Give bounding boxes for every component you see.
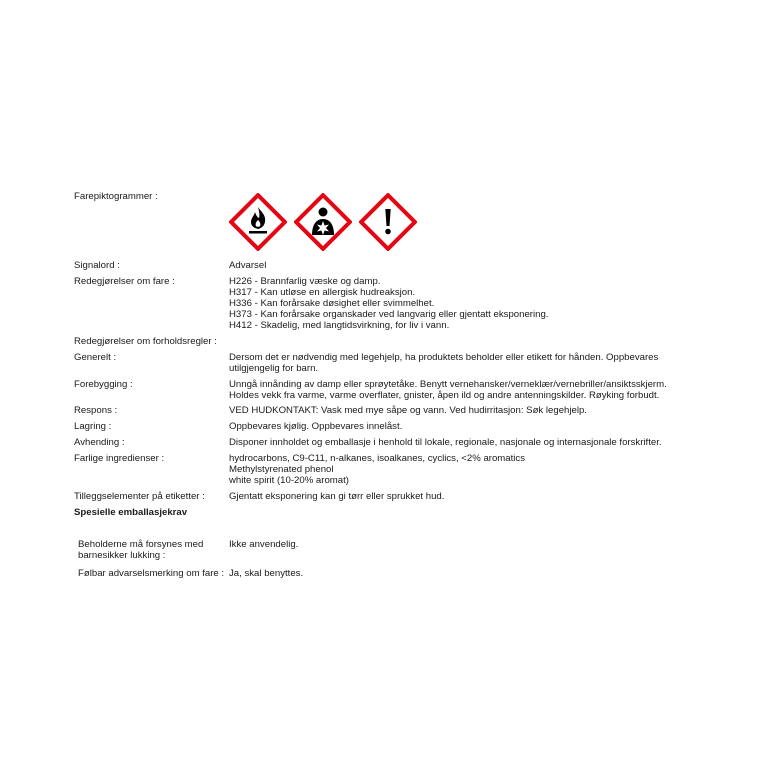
storage-value: Oppbevares kjølig. Oppbevares innelåst. (229, 421, 403, 432)
child-resistant-value: Ikke anvendelig. (229, 539, 299, 550)
prevention-value (229, 379, 667, 401)
general-line: Dersom det er nødvendig med legehjelp, ha produktets beholder eller etikett for hånden. Oppbevares (229, 352, 659, 363)
tactile-warning-label: Følbar advarselsmerking om fare : (78, 568, 225, 579)
hazard-statement: H373 - Kan forårsake organskader ved langvarig eller gjentatt eksponering. (229, 309, 549, 320)
pictogram-row (229, 193, 417, 253)
ingredient: Methylstyrenated phenol (229, 464, 334, 475)
precautionary-statements-label: Redegjørelser om forholdsregler : (74, 336, 217, 347)
hazard-statement: H336 - Kan forårsake døsighet eller svimmelhet. (229, 298, 435, 309)
hazard-statements-label: Redegjørelser om fare : (74, 276, 175, 287)
prevention-label: Forebygging : (74, 379, 133, 390)
disposal-label: Avhending : (74, 437, 125, 448)
response-value: VED HUDKONTAKT: Vask med mye såpe og vann. Ved hudirritasjon: Søk legehjelp. (229, 405, 587, 416)
exclamation-mark-icon (359, 193, 417, 251)
general-value (229, 352, 658, 374)
flame-icon (229, 193, 287, 251)
hazard-statement: H412 - Skadelig, med langtidsvirkning, for liv i vann. (229, 320, 450, 331)
signal-word-value: Advarsel (229, 260, 267, 271)
response-label: Respons : (74, 405, 118, 416)
supplemental-elements-label: Tilleggselementer på etiketter : (74, 491, 205, 502)
storage-label: Lagring : (74, 421, 112, 432)
general-label: Generelt : (74, 352, 117, 363)
general-line: utilgjengelig for barn. (229, 363, 319, 374)
hazardous-ingredients-label: Farlige ingredienser : (74, 453, 165, 464)
health-hazard-icon (294, 193, 352, 251)
supplemental-elements-value: Gjentatt eksponering kan gi tørr eller sprukket hud. (229, 491, 445, 502)
disposal-value: Disponer innholdet og emballasje i henhold til lokale, regionale, nasjonale og internasjonale forskrifter. (229, 437, 662, 448)
section-heading: Spesielle emballasjekrav (74, 507, 188, 518)
hazardous-ingredients-list (229, 453, 525, 486)
ingredient: white spirit (10-20% aromat) (229, 475, 349, 486)
pictograms-label: Farepiktogrammer : (74, 191, 158, 202)
hazard-statement: H317 - Kan utløse en allergisk hudreaksjon. (229, 287, 416, 298)
tactile-warning-value: Ja, skal benyttes. (229, 568, 304, 579)
prevention-line: Holdes vekk fra varme, varme overflater, gnister, åpen ild og andre antenningskilder. Røyking forbudt. (229, 390, 660, 401)
hazard-statements-list (229, 276, 548, 331)
child-resistant-label-line: barnesikker lukking : (78, 550, 166, 561)
ingredient: hydrocarbons, C9-C11, n-alkanes, isoalkanes, cyclics, <2% aromatics (229, 453, 526, 464)
prevention-line: Unngå innånding av damp eller sprøytetåke. Benytt vernehansker/verneklær/vernebriller/ansiktsskjerm. (229, 379, 667, 390)
child-resistant-label (78, 539, 203, 561)
hazard-statement: H226 - Brannfarlig væske og damp. (229, 276, 381, 287)
child-resistant-label-line: Beholderne må forsynes med (78, 539, 204, 550)
signal-word-label: Signalord : (74, 260, 120, 271)
